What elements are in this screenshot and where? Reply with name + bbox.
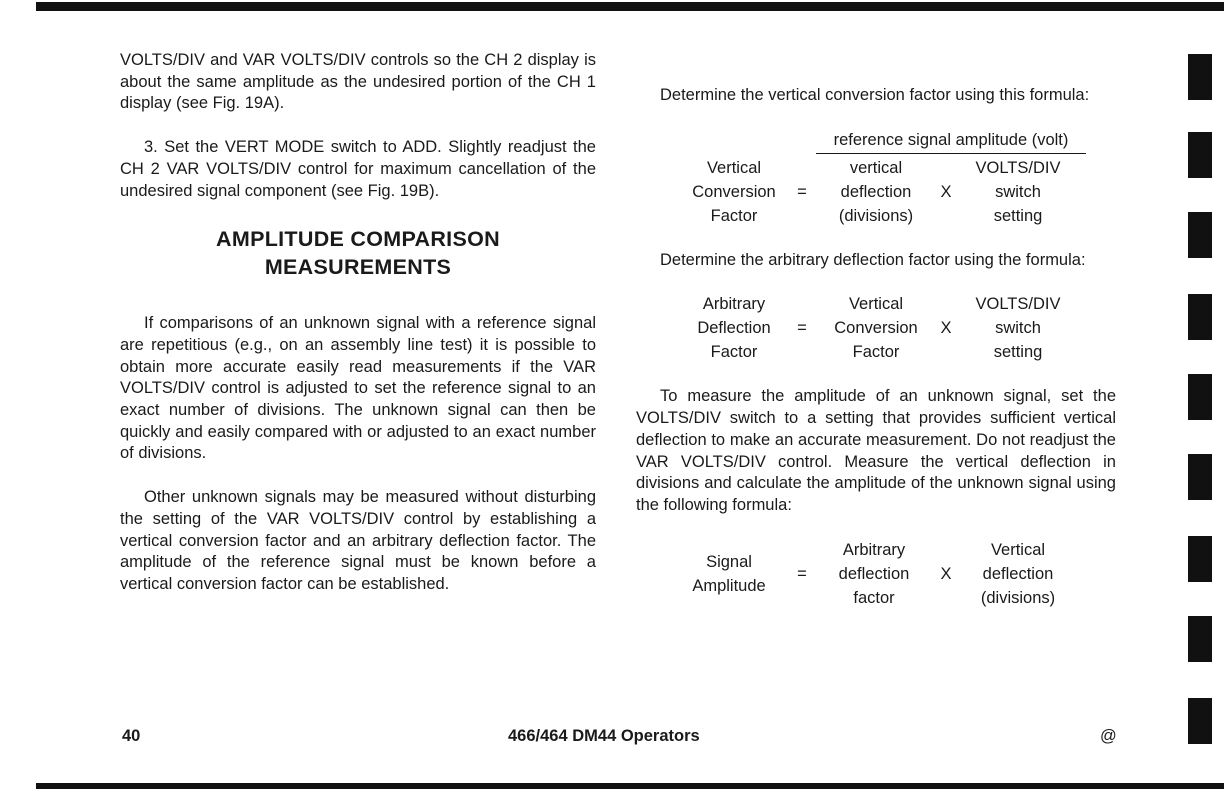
page-number: 40 [122, 727, 141, 745]
edge-index-tab [1188, 294, 1212, 340]
edge-index-tab [1188, 536, 1212, 582]
top-border-rule [36, 2, 1224, 11]
formula3-term1-2: deflection [838, 564, 910, 583]
edge-index-tab [1188, 54, 1212, 100]
edge-index-tab [1188, 698, 1212, 744]
left-paragraph-4: Other unknown signals may be measured without disturbing the setting of the VAR VOLTS/DIV control by establishing a vertical conversion factor and an arbitrary deflection factor. The amplitude of the reference signal must be known before a vertical conversion factor can be established. [120, 488, 596, 593]
formula2-times: X [940, 319, 952, 338]
formula2-lhs-2: Deflection [697, 319, 771, 338]
formula2-term1-2: Conversion [834, 319, 918, 338]
left-paragraph-2: 3. Set the VERT MODE switch to ADD. Slightly readjust the CH 2 VAR VOLTS/DIV control for maximum cancellation of the undesired signal component (see Fig. 19B). [120, 138, 596, 200]
formula2-term1-1: Vertical [848, 295, 904, 314]
formula3-equals: = [797, 564, 807, 583]
edge-index-tab [1188, 374, 1212, 420]
formula3-term1-3: factor [853, 588, 895, 607]
formula1-times: X [940, 182, 952, 201]
formula1-numerator: reference signal amplitude (volt) [816, 127, 1086, 154]
formula2-equals: = [797, 319, 807, 338]
right-paragraph-1: Determine the vertical conversion factor using this formula: [660, 86, 1090, 104]
right-paragraph-2: Determine the arbitrary deflection factor using the formula: [660, 250, 1086, 269]
formula1-lhs-3: Factor [710, 206, 758, 225]
formula-vertical-conversion [636, 127, 1116, 232]
edge-index-tab [1188, 454, 1212, 500]
edge-index-tab [1188, 212, 1212, 258]
left-column [120, 50, 596, 596]
heading-line-1: AMPLITUDE COMPARISON [216, 227, 500, 252]
edge-index-tab [1188, 616, 1212, 662]
formula1-term1-1: vertical [849, 158, 903, 177]
edge-index-tab [1188, 132, 1212, 178]
formula3-times: X [940, 564, 952, 583]
formula1-term2-3: setting [993, 206, 1043, 225]
bottom-border-rule [36, 783, 1224, 789]
formula-signal-amplitude [636, 539, 1116, 614]
formula3-lhs-2: Amplitude [692, 576, 766, 595]
formula2-term2-1: VOLTS/DIV [975, 295, 1061, 314]
right-column [636, 85, 1116, 614]
formula2-lhs-1: Arbitrary [702, 295, 766, 314]
formula1-term2-1: VOLTS/DIV [975, 158, 1061, 177]
formula3-term2-1: Vertical [990, 540, 1046, 559]
formula1-term2-2: switch [995, 182, 1041, 201]
formula2-term1-3: Factor [852, 343, 900, 362]
footer-mark: @ [1100, 727, 1117, 745]
heading-line-2: MEASUREMENTS [264, 255, 452, 280]
section-heading [120, 225, 596, 281]
formula1-lhs-2: Conversion [692, 182, 776, 201]
formula3-term1-1: Arbitrary [842, 540, 906, 559]
formula3-term2-3: (divisions) [980, 588, 1056, 607]
formula-arbitrary-deflection [636, 293, 1116, 368]
formula1-term1-3: (divisions) [838, 206, 914, 225]
right-paragraph-3: To measure the amplitude of an unknown signal, set the VOLTS/DIV switch to a setting that provides sufficient vertical deflection to make an accurate measurement. Do not readjust the VAR VOLTS/DIV control. Measure the vertical deflection in divisions and calculate the amplitude of the unknown signal using the following formula: [636, 387, 1116, 514]
left-paragraph-3: If comparisons of an unknown signal with a reference signal are repetitious (e.g., on an assembly line test) it is possible to obtain more accurate easily read measurements if the VAR VOLTS/DIV control is adjusted to set the reference signal to an exact number of divisions. The unknown signal can then be quickly and easily compared with or adjusted to an exact number of divisions. [120, 314, 596, 463]
formula1-equals: = [797, 182, 807, 201]
formula2-lhs-3: Factor [710, 343, 758, 362]
formula1-term1-2: deflection [840, 182, 912, 201]
footer-title: 466/464 DM44 Operators [508, 727, 700, 745]
formula3-lhs-1: Signal [706, 552, 752, 571]
formula2-term2-2: switch [995, 319, 1041, 338]
formula1-lhs-1: Vertical [706, 158, 762, 177]
formula3-term2-2: deflection [982, 564, 1054, 583]
left-paragraph-1: VOLTS/DIV and VAR VOLTS/DIV controls so the CH 2 display is about the same amplitude as the undesired portion of the CH 1 display (see Fig. 19A). [120, 51, 596, 113]
formula2-term2-3: setting [993, 343, 1043, 362]
